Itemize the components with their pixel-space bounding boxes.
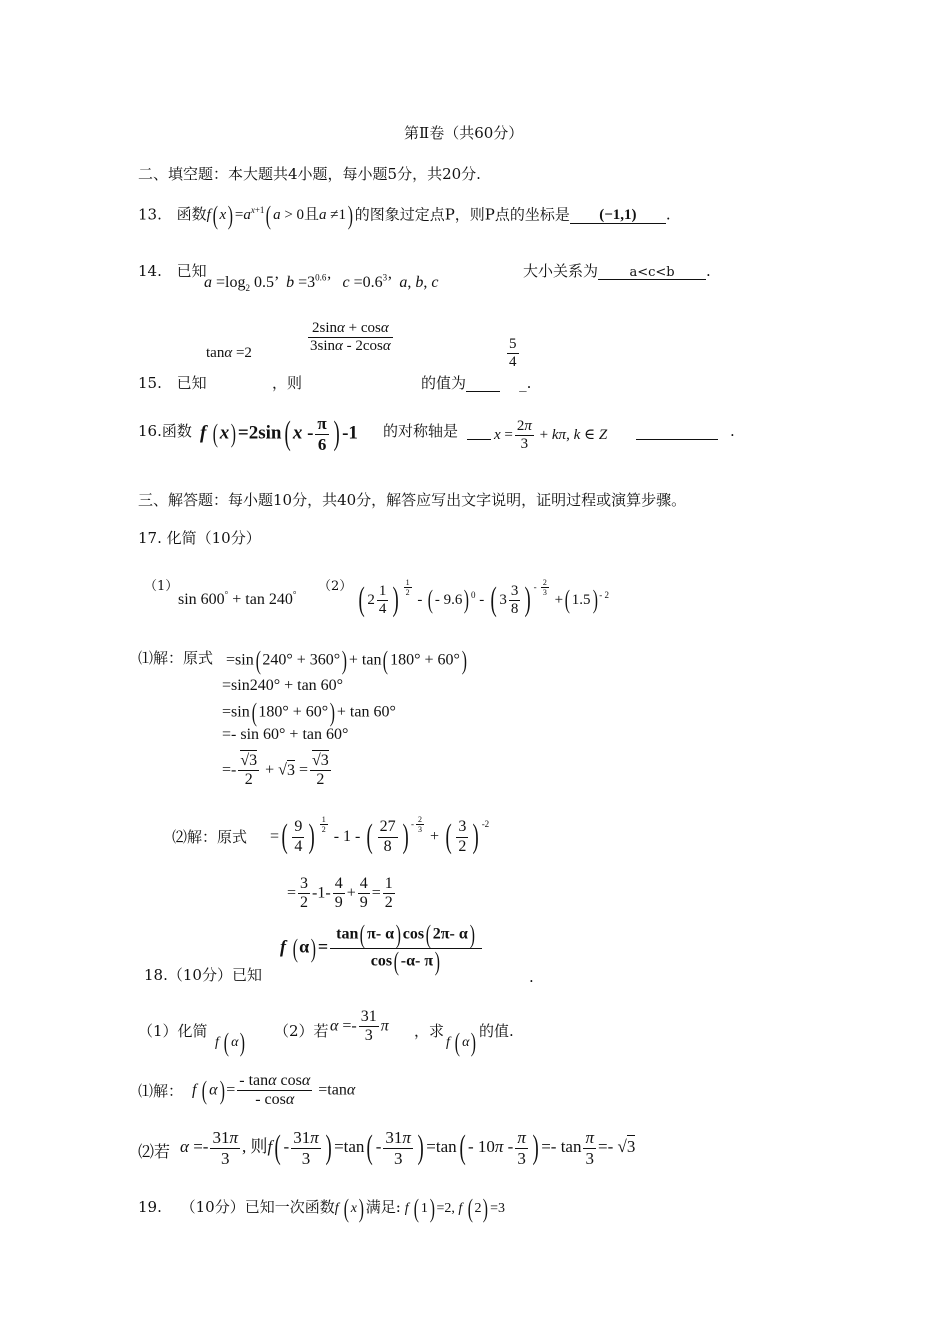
q16-formula: f (x)=2sin( x - $\frac{\pi}{6}$ ) -1: [200, 414, 358, 454]
q14-tail: [523, 264, 711, 280]
q15-end: _.: [519, 374, 532, 392]
q14-answer-blank: [598, 266, 706, 280]
q18-sol1-label: ⑴解：: [138, 1082, 184, 1100]
q13-number: 13.: [138, 205, 162, 224]
q15-given: tanα =2: [206, 345, 252, 361]
q17-sol2-line1: =( $\frac{9}{4}$ ) $^{\frac{1}{2}}$ - 1 - ( $\frac{27}{8}$ ) $^{- \frac{2}{3}}$ + ( $\frac{3}{2}$ ) $^{-2}$: [270, 815, 490, 856]
q13-answer: (−1,1): [599, 207, 637, 224]
q17-sub1-label: （1）: [144, 579, 179, 594]
q16-blank-right: [636, 424, 718, 440]
q15-number: 15.: [138, 374, 162, 392]
q18-part1: （1）化简: [138, 1022, 208, 1040]
q18-part2-f: f ( α): [446, 1028, 477, 1057]
q15-answer-blank: [466, 376, 500, 392]
q18-sol1-expr: f ( α) = $\frac{\text{- tanα cosα}}{- \cos\alpha}$ =tanα: [192, 1072, 356, 1109]
q16-number: 16.: [138, 422, 162, 440]
q19-number: 19.: [138, 1198, 162, 1217]
q13-prefix: 函数: [176, 205, 207, 224]
q13-row: [138, 203, 671, 229]
q16-blank-left: [467, 424, 491, 440]
q14-row: [138, 264, 207, 279]
q18-sol2-label: ⑵若: [138, 1142, 171, 1161]
q18-formula: f (α)= $\frac{\tan( \pi- \alpha) \cos( 2\pi- \alpha)}{\cos( -\alpha- \pi)}$: [280, 922, 484, 975]
q15-middle: 的值为: [421, 374, 467, 392]
q18-part2-tail2: 的值.: [479, 1022, 514, 1040]
q18-part1-expr: f ( α): [215, 1028, 246, 1057]
q13-middle: 的图象过定点P，则P点的坐标是: [354, 205, 570, 224]
q17-sol1-line5: =- $\frac{√3}{2}$ + √3 = $\frac{√3}{2}$: [222, 752, 329, 789]
q15-comma: ，则: [272, 374, 303, 392]
section-title: 第Ⅱ卷（共60分）: [404, 124, 524, 142]
q18-title: 18.（10分）已知: [144, 966, 262, 984]
q15-row: [138, 376, 207, 391]
q19-conditions: f ( 1) =2, f ( 2) =3: [404, 1194, 506, 1223]
q18-end: .: [529, 968, 534, 986]
part2-heading: 二、填空题：本大题共4小题，每小题5分，共20分.: [138, 165, 481, 183]
q18-part2-tail: ，求: [414, 1022, 445, 1040]
q17-sol1-line2: =sin240° + tan 60°: [222, 677, 344, 694]
q14-end: .: [706, 262, 711, 280]
part3-heading: 三、解答题：每小题10分，共40分，解答应写出文字说明，证明过程或演算步骤。: [138, 491, 687, 509]
q17-title: 17. 化简（10分）: [138, 529, 261, 547]
q17-sub1-expr: sin 600° + tan 240°: [178, 589, 297, 608]
q16-middle: 的对称轴是: [383, 422, 459, 440]
q18-part2-expr: α =- $\frac{31}{3}$ π: [330, 1008, 389, 1045]
q19-text: （10分）已知一次函数: [180, 1198, 335, 1217]
q16-row: [138, 424, 192, 439]
q19-function: f ( x): [334, 1194, 364, 1223]
q13-end: .: [665, 205, 671, 224]
q17-sol1-label: ⑴解：原式: [138, 649, 214, 667]
q17-sol2-label: ⑵解：原式: [172, 828, 248, 846]
q17-sub2-label: （2）: [318, 579, 353, 594]
q15-prefix: 已知: [176, 374, 207, 392]
q13-answer-blank: [570, 208, 666, 224]
q19-row: [138, 1196, 505, 1222]
q17-sol1-line4: =- sin 60° + tan 60°: [222, 726, 349, 743]
q19-mid: 满足:: [365, 1198, 401, 1217]
q16-end: .: [730, 422, 735, 440]
q18-part2: （2）若: [274, 1022, 329, 1040]
q15-expression: $\frac{2\sin\alpha + \cos\alpha}{3\sin\alpha - 2\cos\alpha}$: [310, 320, 391, 355]
q14-formula: $a =\log_2$ 0.5’ $b =3^{0.6}$’ $c =0.6^3$’ a, b, c: [204, 272, 439, 294]
q15-tail: [421, 376, 531, 392]
q18-sol2-expr: α =- $\frac{31\pi}{3}$ , 则f( - $\frac{31\pi}{3}$ ) =tan( - $\frac{31\pi}{3}$ ) =tan( - 10π - $\frac{\pi}{3}$ ) =- tan $\frac{\pi}{3}$ =- √3: [180, 1128, 636, 1168]
q14-number: 14.: [138, 262, 162, 280]
q17-sub2-expr: ( 2 $\frac{1}{4}$ ) $^{\frac{1}{2}}$ - ( - 9.6) $^0$ - ( 3 $\frac{3}{8}$ ) $^{- \frac{2}{3}}$ +( 1.5) $^{- 2}$: [358, 578, 609, 619]
q16-prefix: 函数: [161, 422, 192, 440]
q14-middle: 大小关系为: [523, 262, 599, 280]
q14-answer: a<c<b: [629, 265, 675, 280]
q15-answer-value: $\frac{5}{4}$: [509, 336, 517, 371]
q17-sol1-line1: =sin( 240° + 360°) + tan( 180° + 60°): [226, 646, 467, 675]
q17-sol2-line2: = $\frac{3}{2}$ -1- $\frac{4}{9}$ + $\frac{4}{9}$ = $\frac{1}{2}$: [287, 875, 393, 912]
q17-sol1-line3: =sin( 180° + 60°) + tan 60°: [222, 698, 396, 727]
q16-answer: x = $\frac{2\pi}{3}$ + kπ, k ∈ Z: [494, 418, 608, 453]
q13-formula: f( $x) =a^{x+1}$( a > 0且a ≠1): [206, 201, 353, 230]
q14-prefix: 已知: [176, 262, 207, 280]
